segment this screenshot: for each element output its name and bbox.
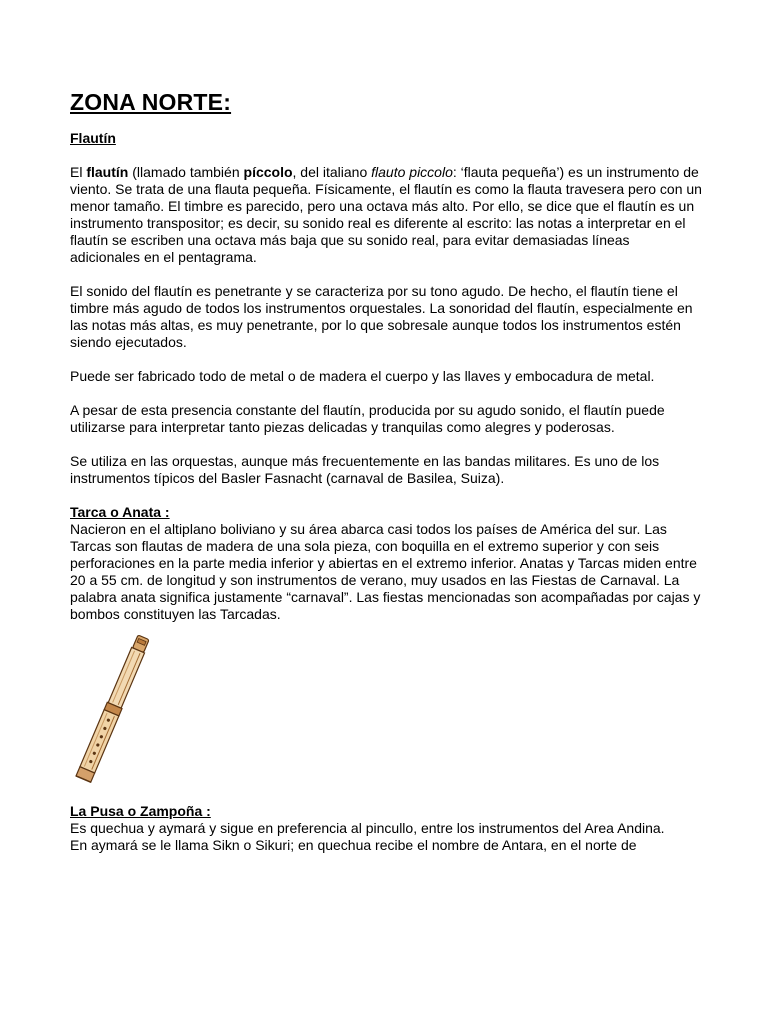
text-run: (llamado también: [128, 164, 244, 180]
flautin-paragraph-5: Se utiliza en las orquestas, aunque más frecuentemente en las bandas militares. Es uno de los instrumentos típicos del Basler Fasnacht (carnaval de Basilea, Suiza).: [70, 453, 660, 486]
tarca-flute-illustration: [70, 633, 190, 793]
flute-drawing-icon: [70, 633, 190, 793]
text-run: : ‘flauta pequeña’) es un instrumento de viento. Se trata de una flauta pequeña. Físicamente, el flautín es como la flauta travesera pero con un menor tamaño. El timbre es parecido, pero una octava más alto. Por ello, se dice que el flautín es un instrumento transpositor; es decir, su sonido real es diferente al escrito: las notas a interpretar en el flautín se escriben una octava más baja que su sonido real, para evitar demasiadas líneas adicionales en el pentagrama.: [70, 164, 702, 265]
section-heading-flautin: Flautín: [70, 130, 116, 146]
document-page: [70, 88, 702, 854]
pusa-paragraph-2: En aymará se le llama Sikn o Sikuri; en quechua recibe el nombre de Antara, en el norte de: [70, 837, 637, 853]
flautin-paragraph-4: A pesar de esta presencia constante del flautín, producida por su agudo sonido, el flautín puede utilizarse para interpretar tanto piezas delicadas y tranquilas como alegres y poderosas.: [70, 402, 665, 435]
section-heading-pusa: La Pusa o Zampoña :: [70, 803, 211, 819]
bold-term-flautin: flautín: [86, 164, 129, 180]
flautin-paragraph-2: El sonido del flautín es penetrante y se caracteriza por su tono agudo. De hecho, el flautín tiene el timbre más agudo de todos los instrumentos orquestales. La sonoridad del flautín, especialmente en las notas más altas, es muy penetrante, por lo que sobresale aunque todos los instrumentos estén siendo ejecutados.: [70, 283, 693, 350]
page-title: ZONA NORTE:: [70, 89, 232, 115]
bold-term-piccolo: píccolo: [243, 164, 293, 180]
flautin-paragraph-1: [70, 164, 702, 266]
section-heading-tarca: Tarca o Anata :: [70, 504, 170, 520]
flautin-paragraph-3: Puede ser fabricado todo de metal o de madera el cuerpo y las llaves y embocadura de metal.: [70, 368, 655, 384]
pusa-paragraph-1: Es quechua y aymará y sigue en preferencia al pincullo, entre los instrumentos del Area Andina.: [70, 820, 665, 836]
italic-term-flauto-piccolo: flauto piccolo: [371, 164, 453, 180]
text-run: El: [70, 164, 87, 180]
text-run: , del italiano: [292, 164, 372, 180]
tarca-paragraph-1: Nacieron en el altiplano boliviano y su área abarca casi todos los países de América del sur. Las Tarcas son flautas de madera de una sola pieza, con boquilla en el extremo superior y con seis perforaciones en la parte media inferior y abiertas en el extremo inferior. Anatas y Tarcas miden entre 20 a 55 cm. de longitud y son instrumentos de verano, muy usados en las Fiestas de Carnaval. La palabra anata significa justamente “carnaval”. Las fiestas mencionadas son acompañadas por cajas y bombos constituyen las Tarcadas.: [70, 521, 701, 622]
